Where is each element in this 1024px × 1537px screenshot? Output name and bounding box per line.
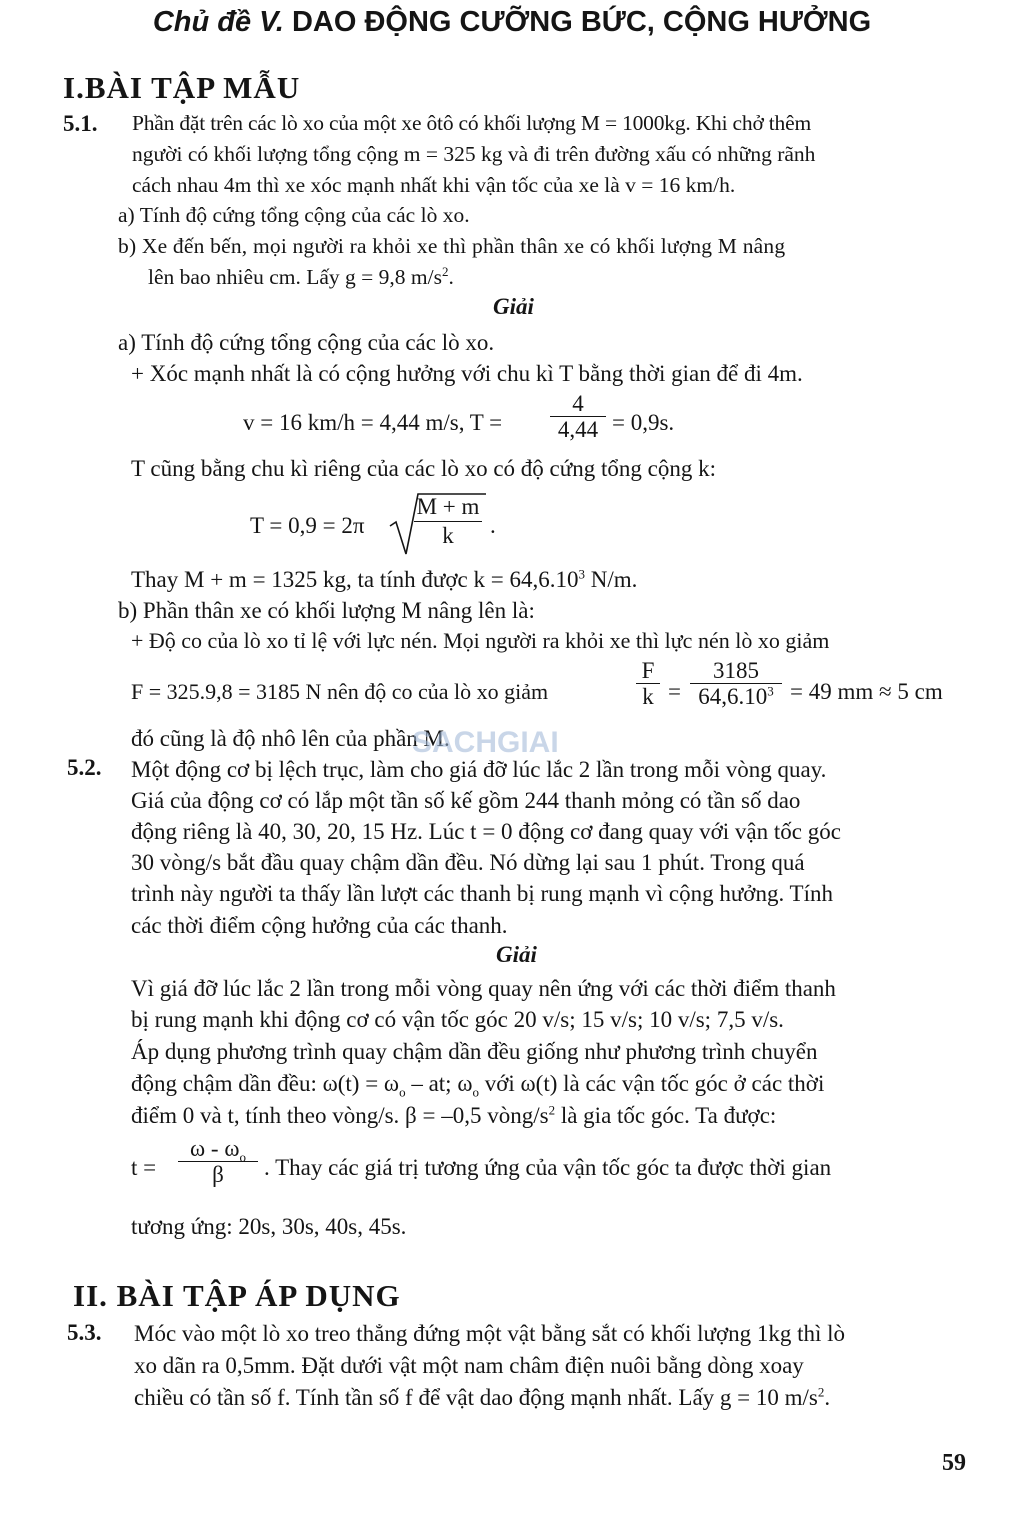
solution-5-1-line-1: a) Tính độ cứng tổng cộng của các lò xo. bbox=[118, 330, 495, 355]
eq2-denominator: k bbox=[442, 523, 454, 548]
problem-5-1-line-1: Phần đặt trên các lò xo của một xe ôtô có khối lượng M = 1000kg. Khi chở thêm bbox=[132, 111, 811, 135]
eq1-right: = 0,9s. bbox=[612, 410, 675, 435]
eq4-num-text: ω - ω bbox=[190, 1136, 240, 1161]
part-b-2-text: lên bao nhiêu cm. Lấy g = 9,8 m/s bbox=[148, 265, 442, 289]
solution-heading-5-1: Giải bbox=[493, 294, 534, 319]
problem-number-5-1: 5.1. bbox=[63, 111, 98, 136]
eq3-left: F = 325.9,8 = 3185 N nên độ co của lò xo giảm bbox=[131, 679, 549, 704]
problem-5-2-line-6: các thời điểm cộng hưởng của các thanh. bbox=[131, 913, 508, 938]
line-4-b: – at; ω bbox=[405, 1071, 473, 1096]
solution-5-1-line-3: T cũng bằng chu kì riêng của các lò xo có độ cứng tổng cộng k: bbox=[131, 456, 716, 481]
line-4-c: với ω(t) là các vận tốc góc ở các thời bbox=[478, 1071, 825, 1096]
line-4-exp: 3 bbox=[578, 566, 585, 582]
solution-5-2-line-5 bbox=[131, 1100, 776, 1131]
problem-5-2-line-4: 30 vòng/s bắt đầu quay chậm dần đều. Nó dừng lại sau 1 phút. Trong quá bbox=[131, 850, 805, 875]
eq1-left: v = 16 km/h = 4,44 m/s, T = bbox=[243, 410, 503, 435]
line-4-text: Thay M + m = 1325 kg, ta tính được k = 64,6.10 bbox=[131, 567, 579, 592]
eq3-f-over-k bbox=[636, 659, 660, 710]
solution-5-1-line-4 bbox=[131, 564, 637, 595]
eq3-fraction bbox=[690, 659, 782, 710]
solution-5-2-line-2: bị rung mạnh khi động cơ có vận tốc góc 20 v/s; 15 v/s; 10 v/s; 7,5 v/s. bbox=[131, 1007, 784, 1032]
eq3-equals: = bbox=[668, 679, 681, 704]
solution-5-1-line-7: đó cũng là độ nhô lên của phần M. bbox=[131, 726, 450, 751]
problem-number-5-3: 5.3. bbox=[67, 1320, 102, 1345]
title-prefix: Chủ đề V. bbox=[152, 6, 284, 38]
line-5-exp: 2 bbox=[548, 1102, 556, 1118]
part-b-2-exp: 2 bbox=[441, 263, 449, 279]
eq3-f: F bbox=[641, 658, 655, 683]
problem-5-1-line-2: người có khối lượng tổng cộng m = 325 kg và đi trên đường xấu có những rãnh bbox=[132, 142, 816, 166]
problem-5-1-part-a: a) Tính độ cứng tổng cộng của các lò xo. bbox=[118, 203, 470, 227]
part-b-2-end: . bbox=[448, 265, 454, 289]
problem-5-1-line-3: cách nhau 4m thì xe xóc mạnh nhất khi vận tốc của xe là v = 16 km/h. bbox=[132, 173, 736, 197]
solution-5-2-line-1: Vì giá đỡ lúc lắc 2 lần trong mỗi vòng quay nên ứng với các thời điểm thanh bbox=[131, 976, 836, 1001]
solution-5-1-line-2: + Xóc mạnh nhất là có cộng hưởng với chu kì T bằng thời gian để đi 4m. bbox=[131, 361, 803, 386]
eq4-right: . Thay các giá trị tương ứng của vận tốc góc ta được thời gian bbox=[264, 1155, 832, 1180]
line-5-a: điểm 0 và t, tính theo vòng/s. β = –0,5 vòng/s bbox=[131, 1103, 549, 1128]
page-number: 59 bbox=[942, 1450, 966, 1476]
eq4-numerator bbox=[178, 1136, 258, 1165]
section-heading-2: II. BÀI TẬP ÁP DỤNG bbox=[73, 1278, 401, 1313]
eq4-denominator: β bbox=[212, 1162, 224, 1187]
line-4-sub-1: o bbox=[399, 1084, 406, 1100]
page-title bbox=[0, 6, 1024, 39]
eq2-left: T = 0,9 = 2π bbox=[250, 513, 365, 538]
problem-5-3-line-3-text: chiều có tần số f. Tính tần số f để vật dao động mạnh nhất. Lấy g = 10 m/s bbox=[134, 1385, 818, 1410]
line-4-end: N/m. bbox=[584, 567, 638, 592]
problem-5-3-line-3 bbox=[134, 1382, 830, 1413]
solution-5-1-line-5: b) Phần thân xe có khối lượng M nâng lên là: bbox=[118, 598, 535, 623]
solution-5-1-line-6: + Độ co của lò xo tỉ lệ với lực nén. Mọi người ra khỏi xe thì lực nén lò xo giảm bbox=[131, 628, 830, 653]
eq2-numerator: M + m bbox=[416, 494, 480, 519]
problem-5-2-line-2: Giá của động cơ có lắp một tần số kế gồm 244 thanh mỏng có tần số dao bbox=[131, 788, 801, 813]
title-rest: DAO ĐỘNG CƯỠNG BỨC, CỘNG HƯỞNG bbox=[283, 6, 872, 38]
section-heading-1: I.BÀI TẬP MẪU bbox=[63, 70, 301, 105]
problem-5-2-line-5: trình này người ta thấy lần lượt các thanh bị rung mạnh vì cộng hưởng. Tính bbox=[131, 881, 833, 906]
problem-5-3-line-3-exp: 2 bbox=[817, 1384, 825, 1400]
line-5-b: là gia tốc góc. Ta được: bbox=[555, 1103, 777, 1128]
line-4-sub-2: o bbox=[472, 1084, 479, 1100]
problem-5-3-line-2: xo dãn ra 0,5mm. Đặt dưới vật một nam châm điện nuôi bằng dòng xoay bbox=[134, 1353, 804, 1378]
problem-5-1-part-b-2 bbox=[148, 262, 454, 292]
solution-5-2-line-4 bbox=[131, 1068, 824, 1099]
eq1-denominator: 4,44 bbox=[557, 417, 599, 442]
eq4-num-sub: o bbox=[239, 1149, 246, 1165]
problem-5-3-line-1: Móc vào một lò xo treo thẳng đứng một vật bằng sắt có khối lượng 1kg thì lò bbox=[134, 1321, 846, 1346]
problem-5-2-line-1: Một động cơ bị lệch trục, làm cho giá đỡ lúc lắc 2 lần trong mỗi vòng quay. bbox=[131, 757, 827, 782]
solution-5-2-line-6: tương ứng: 20s, 30s, 40s, 45s. bbox=[131, 1214, 407, 1239]
problem-number-5-2: 5.2. bbox=[67, 755, 102, 780]
watermark: SACHGIAI bbox=[412, 726, 559, 759]
eq3-denominator bbox=[690, 684, 782, 710]
eq3-k: k bbox=[642, 684, 654, 709]
eq4-fraction bbox=[178, 1137, 258, 1188]
solution-5-2-line-3: Áp dụng phương trình quay chậm dần đều giống như phương trình chuyển bbox=[131, 1039, 818, 1064]
problem-5-2-line-3: động riêng là 40, 30, 20, 15 Hz. Lúc t = 0 động cơ đang quay với vận tốc góc bbox=[131, 819, 841, 844]
eq3-den-exp: 3 bbox=[767, 683, 774, 699]
eq3-right: = 49 mm ≈ 5 cm bbox=[790, 679, 943, 704]
eq1-fraction bbox=[550, 392, 606, 443]
eq4-left: t = bbox=[131, 1155, 157, 1180]
eq2-fraction bbox=[414, 493, 482, 550]
problem-5-1-part-b-1: b) Xe đến bến, mọi người ra khỏi xe thì phần thân xe có khối lượng M nâng bbox=[118, 234, 786, 258]
problem-5-3-line-3-end: . bbox=[824, 1385, 831, 1410]
eq2-right: . bbox=[490, 513, 496, 538]
solution-heading-5-2: Giải bbox=[496, 942, 537, 967]
eq3-numerator: 3185 bbox=[713, 658, 759, 683]
line-4-a: động chậm dần đều: ω(t) = ω bbox=[131, 1071, 400, 1096]
eq1-numerator: 4 bbox=[572, 391, 584, 416]
eq3-den-text: 64,6.10 bbox=[698, 684, 768, 709]
